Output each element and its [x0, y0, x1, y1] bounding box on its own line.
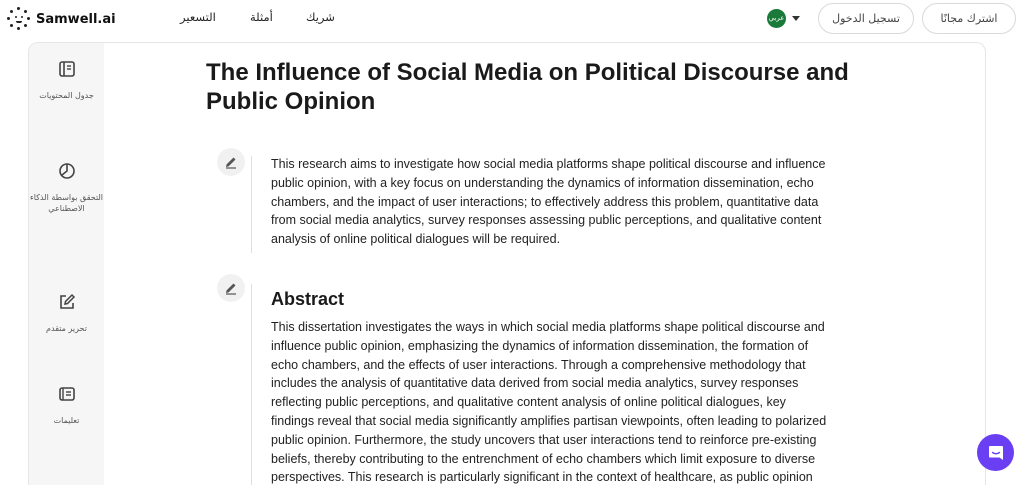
- pencil-icon: [224, 281, 238, 295]
- saudi-flag-icon: عربي: [767, 9, 786, 28]
- intro-section-divider: [251, 156, 252, 253]
- abstract-line: This dissertation investigates the ways in which social media platforms shape political discourse and: [271, 320, 825, 334]
- abstract-line: findings reveal that social media significantly amplifies partisan viewpoints, often leading to polarized: [271, 413, 827, 428]
- brand-name: Samwell.ai: [36, 11, 116, 27]
- top-header: [0, 0, 1024, 40]
- edit-abstract-button[interactable]: [217, 274, 245, 302]
- sidebar-item-label: جدول المحتويات: [39, 91, 94, 100]
- ai-check-icon: [58, 162, 76, 180]
- sidebar-item-instructions[interactable]: [29, 385, 104, 426]
- abstract-line: perspectives. This research is particularly significant in the context of healthcare, as public opinion: [271, 470, 813, 485]
- document-title-line: The Influence of Social Media on Political Discourse and: [206, 59, 849, 86]
- nav-partner[interactable]: شريك: [306, 10, 335, 24]
- document-title: [206, 58, 906, 116]
- abstract-section-divider: [251, 284, 252, 485]
- login-button[interactable]: تسجيل الدخول: [818, 3, 914, 34]
- sidebar-item-label: تحرير متقدم: [46, 324, 87, 333]
- intro-line: This research aims to investigate how social media platforms shape political discourse and influence: [271, 157, 826, 171]
- intro-line: analysis of online political dialogues will be required.: [271, 232, 561, 247]
- tools-sidebar: [29, 43, 104, 485]
- table-of-contents-icon: [58, 60, 76, 78]
- signup-button[interactable]: اشترك مجانًا: [922, 3, 1016, 34]
- chat-launcher-button[interactable]: [977, 434, 1014, 471]
- nav-pricing[interactable]: التسعير: [180, 10, 216, 24]
- sidebar-item-ai-check[interactable]: [29, 162, 104, 214]
- intro-line: public opinion, with a key focus on understanding the dynamics of information dissemination, echo: [271, 175, 814, 190]
- language-selector[interactable]: [767, 9, 800, 28]
- sidebar-item-table-of-contents[interactable]: [29, 60, 104, 101]
- abstract-line: beliefs, thereby contributing to the entrenchment of echo chambers which limit exposure to diverse: [271, 451, 816, 466]
- intro-line: from social media analytics, survey responses assessing public perceptions, and qualitative content: [271, 213, 822, 228]
- instructions-icon: [58, 385, 76, 403]
- sidebar-item-label: التحقق بواسطة الذكاء الاصطناعي: [29, 193, 104, 213]
- abstract-heading: Abstract: [271, 289, 345, 309]
- nav-examples[interactable]: أمثلة: [250, 10, 273, 24]
- abstract-line: public opinion. Furthermore, the study uncovers that user interactions tend to reinforce pre-existing: [271, 432, 817, 447]
- brand-logo[interactable]: [6, 6, 116, 32]
- abstract-line: influence public opinion, emphasizing the dynamics of information dissemination, the formation of: [271, 338, 809, 353]
- abstract-line: echo chambers, and the effects of user interactions. Through a comprehensive methodology that: [271, 357, 806, 372]
- abstract-line: includes the analysis of quantitative data derived from social media analytics, survey responses: [271, 376, 799, 391]
- sidebar-item-label: تعليمات: [53, 416, 80, 425]
- abstract-line: reflecting public perceptions, and qualitative content analysis of online political dialogues, key: [271, 395, 786, 410]
- abstract-paragraph[interactable]: [271, 318, 871, 487]
- chevron-down-icon: [792, 16, 800, 21]
- advanced-edit-icon: [58, 293, 76, 311]
- chat-icon: [987, 444, 1005, 462]
- pencil-icon: [224, 155, 238, 169]
- intro-paragraph[interactable]: [271, 155, 871, 249]
- intro-line: chambers, and the impact of user interactions; to effectively address this problem, quantitative data: [271, 194, 819, 209]
- edit-intro-button[interactable]: [217, 148, 245, 176]
- document-title-line: Public Opinion: [206, 88, 376, 115]
- samwell-logo-icon: [6, 6, 32, 32]
- sidebar-item-advanced-edit[interactable]: [29, 293, 104, 334]
